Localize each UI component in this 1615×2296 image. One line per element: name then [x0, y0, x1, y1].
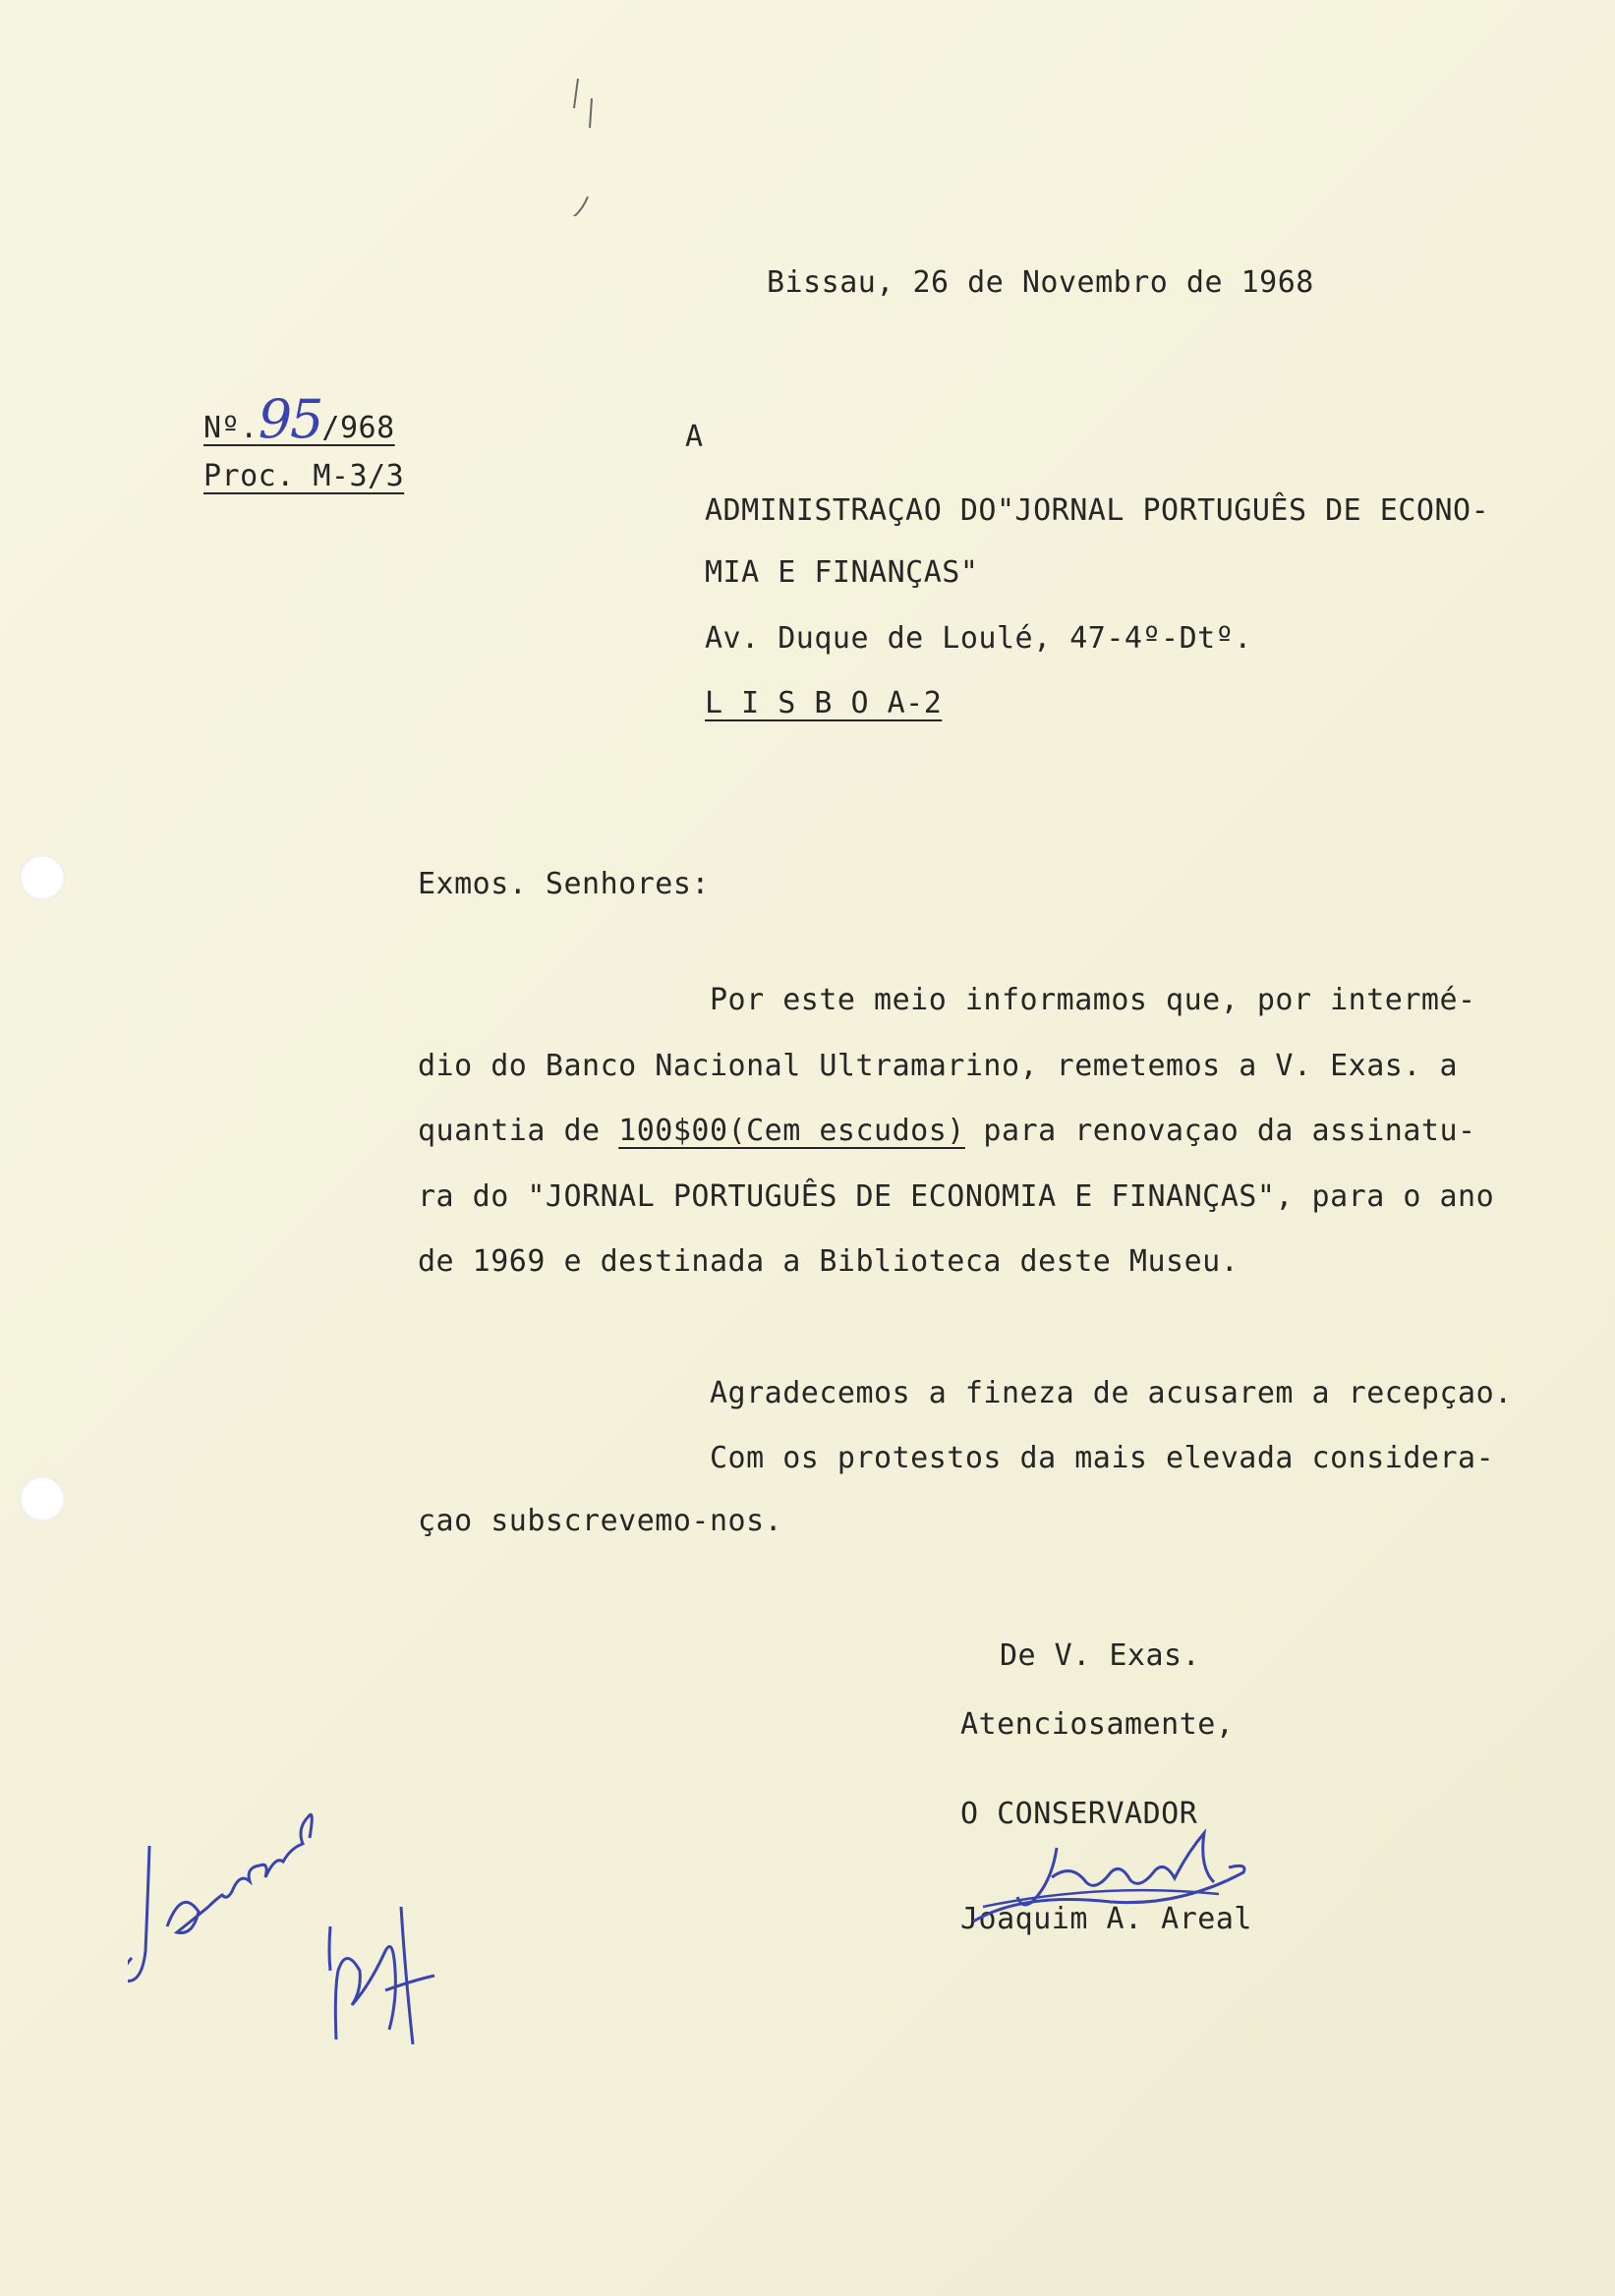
pencil-mark — [550, 29, 639, 216]
handwritten-margin-note — [128, 1779, 541, 2044]
body-line-3 — [418, 1114, 1476, 1148]
body-line-4: ra do "JORNAL PORTUGUÊS DE ECONOMIA E FINANÇAS", para o ano — [418, 1179, 1495, 1214]
addressee-preposition: A — [685, 420, 704, 454]
signature — [963, 1823, 1258, 1931]
body-line-3-prefix: quantia de — [418, 1114, 601, 1148]
address-line-2: MIA E FINANÇAS" — [705, 555, 979, 590]
closing-line-2: Atenciosamente, — [960, 1707, 1235, 1742]
address-line-1: ADMINISTRAÇAO DO"JORNAL PORTUGUÊS DE ECONO- — [705, 493, 1490, 528]
reference-suffix: /968 — [321, 411, 395, 445]
address-city: L I S B O A-2 — [705, 686, 943, 720]
body-line-1: Por este meio informamos que, por intermé- — [710, 983, 1476, 1017]
address-line-3: Av. Duque de Loulé, 47-4º-Dtº. — [705, 621, 1252, 656]
punch-hole-top — [20, 855, 65, 900]
thanks-line-2: Com os protestos da mais elevada considera- — [710, 1441, 1495, 1475]
reference-number — [203, 388, 395, 450]
body-line-2: dio do Banco Nacional Ultramarino, remetemos a V. Exas. a — [418, 1049, 1459, 1083]
reference-prefix: Nº. — [203, 411, 259, 445]
punch-hole-bottom — [20, 1476, 65, 1521]
reference-handwritten-number: 95 — [258, 388, 322, 450]
salutation: Exmos. Senhores: — [418, 867, 710, 901]
body-line-3-suffix: para renovaçao da assinatu- — [983, 1114, 1476, 1148]
closing-line-1: De V. Exas. — [1000, 1638, 1201, 1673]
signatory-name: Joaquim A. Areal — [960, 1902, 1252, 1936]
signatory-title: O CONSERVADOR — [960, 1797, 1198, 1831]
thanks-line-1: Agradecemos a fineza de acusarem a recepçao. — [710, 1376, 1513, 1410]
process-number: Proc. M-3/3 — [203, 459, 405, 493]
body-line-5: de 1969 e destinada a Biblioteca deste Museu. — [418, 1244, 1240, 1279]
amount: 100$00(Cem escudos) — [618, 1114, 965, 1148]
thanks-line-3: çao subscrevemo-nos. — [418, 1504, 783, 1538]
place-date: Bissau, 26 de Novembro de 1968 — [767, 265, 1314, 300]
